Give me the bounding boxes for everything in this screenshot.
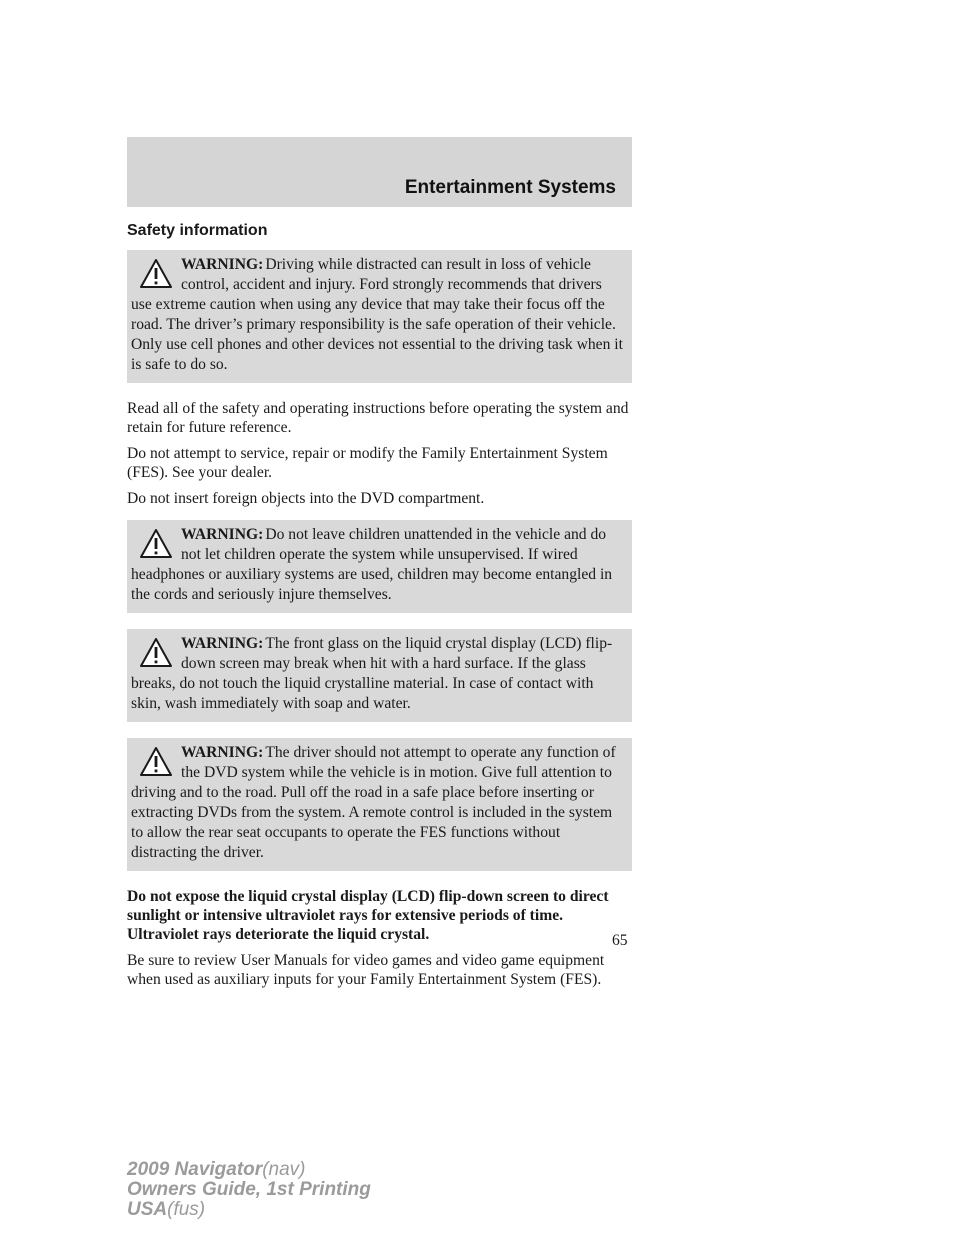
warning-box-distraction <box>127 250 632 383</box>
page-content <box>127 222 632 996</box>
chapter-title: Entertainment Systems <box>404 177 616 198</box>
paragraph: Do not insert foreign objects into the DVD compartment. <box>127 490 485 507</box>
warning-label: WARNING: <box>181 635 264 652</box>
footer-model: 2009 Navigator <box>127 1159 263 1180</box>
warning-triangle-icon <box>139 527 173 561</box>
footer-model-code: (nav) <box>262 1159 306 1180</box>
warning-text: Do not leave children unattended in the vehicle and do not let children operate the system while unsupervised. If wired headphones or auxiliary systems are used, children may become entangled in the cords and seriously injure themselves. <box>131 526 613 603</box>
warning-box-lcd-glass <box>127 629 632 722</box>
warning-label: WARNING: <box>181 526 264 543</box>
warning-text: The driver should not attempt to operate any function of the DVD system while the vehicle is in motion. Give full attention to driving and to the road. Pull off the road in a safe place before inserting or extracting DVDs from the system. A remote control is included in the system to allow the rear seat occupants to operate the FES functions without distracting the driver. <box>131 744 616 861</box>
warning-box-children <box>127 520 632 613</box>
closing-paragraph: Be sure to review User Manuals for video games and video game equipment when used as auxiliary inputs for your Family Entertainment System (FES). <box>127 952 605 988</box>
footer-edition: Owners Guide, 1st Printing <box>127 1179 371 1200</box>
warning-triangle-icon <box>139 257 173 291</box>
paragraph: Read all of the safety and operating instructions before operating the system and retain for future reference. <box>127 400 629 436</box>
warning-box-driver <box>127 738 632 871</box>
warning-label: WARNING: <box>181 256 264 273</box>
chapter-header-band <box>127 137 632 207</box>
warning-text: Driving while distracted can result in loss of vehicle control, accident and injury. Ford strongly recommends that drivers use extreme caution when using any device that may take their focus off the road. The driver’s primary responsibility is the safe operation of their vehicle. Only use cell phones and other devices not essential to the driving task when it is safe to do so. <box>131 256 623 373</box>
document-footer <box>127 1160 371 1220</box>
footer-market: USA <box>127 1199 168 1220</box>
warning-text: The front glass on the liquid crystal display (LCD) flip-down screen may break when hit with a hard surface. If the glass breaks, do not touch the liquid crystalline material. In case of contact with skin, wash immediately with soap and water. <box>131 635 613 712</box>
section-title: Safety information <box>127 222 268 239</box>
lcd-sunlight-notice: Do not expose the liquid crystal display (LCD) flip-down screen to direct sunlight or intensive ultraviolet rays for extensive periods of time. Ultraviolet rays deteriorate the liquid crystal. <box>127 888 609 943</box>
warning-triangle-icon <box>139 636 173 670</box>
paragraph: Do not attempt to service, repair or modify the Family Entertainment System (FES). See your dealer. <box>127 445 608 481</box>
footer-market-code: (fus) <box>167 1199 206 1220</box>
warning-triangle-icon <box>139 745 173 779</box>
warning-label: WARNING: <box>181 744 264 761</box>
page-number: 65 <box>612 932 628 949</box>
